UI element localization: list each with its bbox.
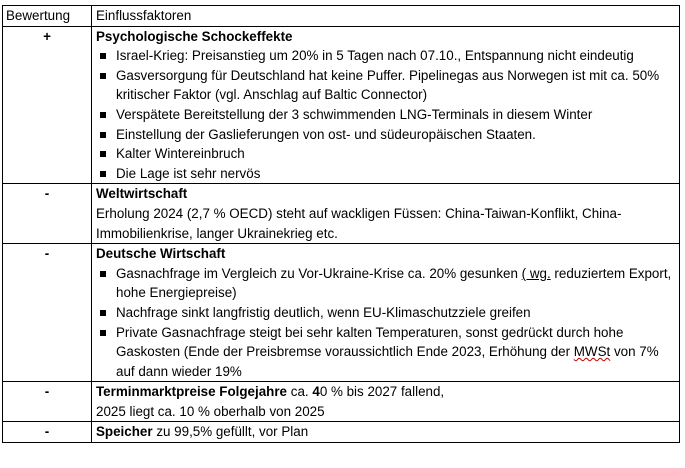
- list-item: Israel-Krieg: Preisanstieg um 20% in 5 Tagen nach 07.10., Entspannung nicht eindeutig: [96, 46, 675, 66]
- factor-line: Speicher zu 99,5% gefüllt, vor Plan: [96, 424, 309, 440]
- list-item: Private Gasnachfrage steigt bei sehr kalten Temperaturen, sonst gedrückt durch hohe Gaskosten (Ende der Preisbremse voraussichtlich Ende 2023, Erhöhung der MWSt von 7% auf dann wieder 19%: [96, 323, 675, 382]
- table-row: [3, 382, 680, 422]
- rating-cell: +: [3, 26, 92, 184]
- list-item: Kalter Wintereinbruch: [96, 144, 675, 164]
- factor-text: 2025 liegt ca. 10 % oberhalb von 2025: [96, 403, 325, 419]
- list-item: Die Lage ist sehr nervös: [96, 164, 675, 184]
- spellcheck-word: MWSt: [573, 344, 611, 360]
- square-bullet-icon: [100, 132, 106, 138]
- header-row: [3, 6, 680, 27]
- list-item: Nachfrage sinkt langfristig deutlich, wenn EU-Klimaschutzziele greifen: [96, 303, 675, 323]
- rating-cell: -: [3, 422, 92, 443]
- factor-text: Erholung 2024 (2,7 % OECD) steht auf wackligen Füssen: China-Taiwan-Konflikt, China-Immobilienkrise, langer Ukrainekrieg etc.: [96, 205, 622, 241]
- rating-cell: -: [3, 184, 92, 244]
- factor-heading: Weltwirtschaft: [96, 186, 188, 202]
- square-bullet-icon: [100, 151, 106, 157]
- square-bullet-icon: [100, 53, 106, 59]
- factor-cell: [92, 26, 680, 184]
- table-row: [3, 244, 680, 382]
- table-row: [3, 26, 680, 184]
- list-item: Verspätete Bereitstellung der 3 schwimmenden LNG-Terminals in diesem Winter: [96, 105, 675, 125]
- factor-cell: [92, 244, 680, 382]
- bullet-list: [96, 46, 675, 183]
- table-row: [3, 184, 680, 244]
- table-row: [3, 422, 680, 443]
- rating-cell: -: [3, 244, 92, 382]
- square-bullet-icon: [100, 271, 106, 277]
- header-rating: Bewertung: [3, 6, 92, 27]
- bullet-list: [96, 264, 675, 382]
- square-bullet-icon: [100, 330, 106, 336]
- square-bullet-icon: [100, 112, 106, 118]
- factor-heading: Psychologische Schockeffekte: [96, 28, 293, 44]
- factors-table: [2, 5, 680, 443]
- factor-heading: Deutsche Wirtschaft: [96, 246, 226, 262]
- factor-line: Terminmarktpreise Folgejahre ca. 40 % bis 2027 fallend,: [96, 384, 445, 400]
- header-factors: Einflussfaktoren: [92, 6, 680, 27]
- list-item: Gasnachfrage im Vergleich zu Vor-Ukraine-Krise ca. 20% gesunken ( wg. reduziertem Export, hohe Energiepreise): [96, 264, 675, 303]
- factor-heading: Speicher: [96, 424, 153, 440]
- square-bullet-icon: [100, 171, 106, 177]
- square-bullet-icon: [100, 310, 106, 316]
- factor-cell: [92, 184, 680, 244]
- factor-cell: [92, 422, 680, 443]
- list-item: Einstellung der Gaslieferungen von ost- und südeuropäischen Staaten.: [96, 125, 675, 145]
- factor-cell: [92, 382, 680, 422]
- rating-cell: -: [3, 382, 92, 422]
- list-item: Gasversorgung für Deutschland hat keine Puffer. Pipelinegas aus Norwegen ist mit ca. 50% kritischer Faktor (vgl. Anschlag auf Baltic Connector): [96, 66, 675, 105]
- square-bullet-icon: [100, 73, 106, 79]
- factor-heading: Terminmarktpreise Folgejahre: [96, 384, 288, 400]
